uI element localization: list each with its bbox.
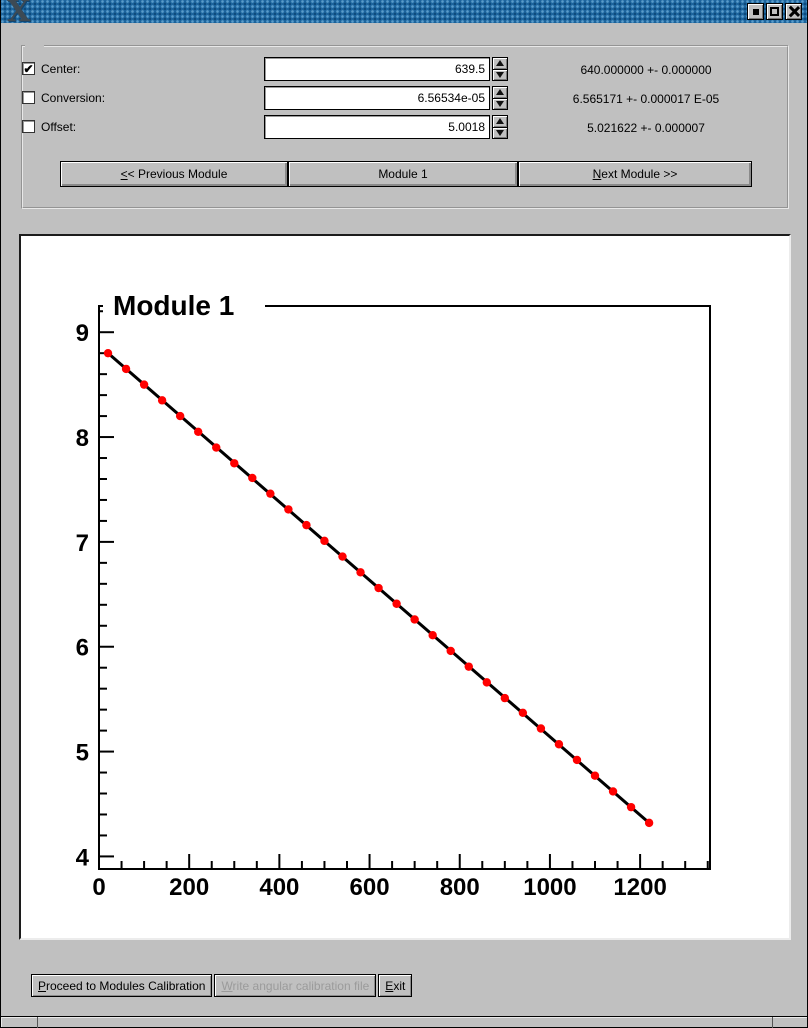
offset-input[interactable] — [265, 116, 489, 138]
check-mark-icon: ✔ — [23, 61, 34, 76]
next-module-button[interactable] — [518, 161, 752, 187]
conversion-label: Conversion: — [41, 91, 106, 105]
exit-label: xit — [393, 978, 406, 993]
center-fit-result: 640.000000 +- 0.000000 — [580, 63, 712, 77]
data-point — [392, 600, 400, 608]
y-tick-label: 8 — [75, 425, 89, 453]
data-point — [519, 709, 527, 717]
data-point — [410, 615, 418, 623]
data-point — [483, 678, 491, 686]
data-point — [356, 568, 364, 576]
resize-bar[interactable] — [1, 1016, 807, 1027]
x11-logo-icon: X — [7, 0, 31, 23]
offset-field-frame — [264, 115, 490, 139]
proceed-label: roceed to Modules Calibration — [46, 978, 206, 993]
y-tick-label: 4 — [75, 844, 89, 872]
data-point — [555, 740, 563, 748]
data-point — [447, 647, 455, 655]
close-icon — [788, 6, 799, 17]
offset-row — [1, 115, 807, 139]
y-tick-label: 9 — [75, 320, 89, 348]
x-tick-label: 200 — [169, 874, 210, 901]
plot-frame — [99, 306, 710, 869]
proceed-calibration-button[interactable] — [31, 974, 212, 997]
titlebar-buttons — [747, 3, 802, 20]
arrow-down-icon — [496, 130, 504, 136]
conversion-spinbox — [264, 86, 508, 110]
x-tick-label: 1200 — [613, 874, 667, 901]
x-tick-label: 400 — [259, 874, 300, 901]
exit-button[interactable] — [378, 974, 412, 997]
exit-accel: E — [385, 978, 394, 993]
conversion-fit-result: 6.565171 +- 0.000017 E-05 — [572, 92, 720, 106]
data-point — [194, 428, 202, 436]
data-point — [374, 584, 382, 592]
resize-notch-right — [772, 1017, 773, 1028]
data-point — [338, 552, 346, 560]
offset-spinbox — [264, 115, 508, 139]
data-point — [104, 349, 112, 357]
center-spin-down-button[interactable] — [492, 69, 508, 82]
data-point — [591, 771, 599, 779]
data-point — [266, 489, 274, 497]
calibration-plot — [21, 236, 787, 936]
center-row — [1, 57, 807, 81]
maximize-button[interactable] — [766, 3, 783, 20]
arrow-down-icon — [496, 101, 504, 107]
offset-label: Offset: — [41, 120, 77, 134]
arrow-up-icon — [496, 89, 504, 95]
previous-module-button[interactable] — [60, 161, 288, 187]
data-point — [230, 459, 238, 467]
data-point — [158, 396, 166, 404]
data-point — [302, 521, 310, 529]
current-module-button[interactable] — [288, 161, 518, 187]
resize-notch-left — [37, 1017, 38, 1028]
data-point — [122, 365, 130, 373]
write-accel: W — [221, 978, 233, 993]
arrow-up-icon — [496, 118, 504, 124]
x-axis — [92, 854, 707, 901]
chart-title: Module 1 — [113, 290, 235, 321]
center-checkbox[interactable] — [22, 62, 35, 75]
data-point — [573, 756, 581, 764]
footer-actions — [31, 974, 412, 997]
data-point — [501, 694, 509, 702]
write-calibration-button — [214, 974, 376, 997]
conversion-spin-buttons — [492, 86, 508, 110]
data-point — [284, 505, 292, 513]
prev-accel: < — [120, 167, 128, 181]
data-point — [627, 803, 635, 811]
next-accel: N — [592, 167, 602, 181]
chart-panel — [19, 234, 791, 940]
close-button[interactable] — [785, 3, 802, 20]
conversion-field-frame — [264, 86, 490, 110]
x-tick-label: 0 — [92, 874, 106, 901]
center-spin-buttons — [492, 57, 508, 81]
center-label: Center: — [41, 62, 81, 76]
y-axis — [76, 311, 114, 871]
y-tick-label: 6 — [75, 634, 89, 662]
prev-label: < Previous Module — [127, 167, 228, 181]
proceed-accel: P — [38, 978, 47, 993]
conversion-spin-up-button[interactable] — [492, 86, 508, 98]
conversion-spin-down-button[interactable] — [492, 98, 508, 111]
data-point — [140, 380, 148, 388]
write-label: rite angular calibration file — [232, 978, 370, 993]
y-tick-label: 7 — [75, 529, 89, 557]
offset-fit-result: 5.021622 +- 0.000007 — [587, 121, 705, 135]
offset-spin-up-button[interactable] — [492, 115, 508, 127]
module-nav — [60, 161, 752, 187]
offset-spin-buttons — [492, 115, 508, 139]
data-point — [248, 474, 256, 482]
offset-spin-down-button[interactable] — [492, 127, 508, 140]
data-point — [465, 662, 473, 670]
offset-checkbox[interactable] — [22, 120, 35, 133]
data-point — [537, 724, 545, 732]
arrow-up-icon — [496, 60, 504, 66]
center-spin-up-button[interactable] — [492, 57, 508, 69]
maximize-icon — [770, 7, 779, 16]
arrow-down-icon — [496, 72, 504, 78]
conversion-checkbox[interactable] — [22, 91, 35, 104]
iconify-icon — [753, 9, 759, 15]
data-point — [609, 787, 617, 795]
x-tick-label: 800 — [439, 874, 480, 901]
data-point — [645, 819, 653, 827]
conversion-input[interactable] — [265, 87, 489, 109]
next-label: ext Module >> — [601, 167, 678, 181]
x-tick-label: 600 — [349, 874, 390, 901]
titlebar[interactable] — [1, 0, 807, 23]
data-point — [212, 443, 220, 451]
x-tick-label: 1000 — [523, 874, 577, 901]
iconify-button[interactable] — [747, 3, 764, 20]
conversion-row — [1, 86, 807, 110]
y-tick-label: 5 — [75, 739, 89, 767]
current-module-label: Module 1 — [378, 167, 428, 181]
groupbox-title-gap — [25, 45, 44, 48]
data-point — [428, 631, 436, 639]
data-point — [176, 412, 184, 420]
center-field-frame — [264, 57, 490, 81]
main-content — [1, 23, 807, 1016]
center-input[interactable] — [265, 58, 489, 80]
data-point — [320, 537, 328, 545]
center-spinbox — [264, 57, 508, 81]
